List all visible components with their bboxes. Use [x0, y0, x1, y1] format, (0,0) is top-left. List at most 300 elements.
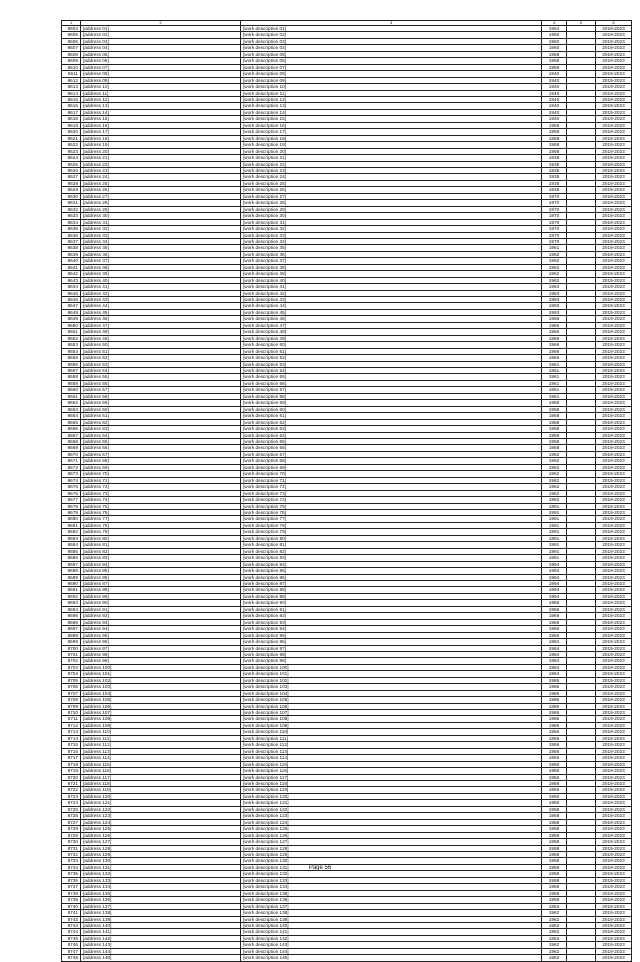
year-built-cell: 1966 [542, 335, 567, 341]
work-type-cell: [work description 27] [241, 193, 542, 199]
period-cell: 2019-2023 [596, 264, 632, 270]
period-cell: 2019-2023 [596, 135, 632, 141]
address-cell: [address 121] [81, 800, 241, 806]
address-cell: [address 32] [81, 226, 241, 232]
year-built-cell: 1961 [542, 368, 567, 374]
year-built-cell: 1958 [542, 871, 567, 877]
address-cell: [address 49] [81, 335, 241, 341]
row-number: 8660 [62, 387, 81, 393]
work-type-cell: [work description 41] [241, 284, 542, 290]
work-type-cell: [work description 85] [241, 568, 542, 574]
period-cell: 2019-2023 [596, 303, 632, 309]
year-built-cell: 1962 [542, 903, 567, 909]
work-type-cell: [work description 87] [241, 580, 542, 586]
row-number: 8686 [62, 555, 81, 561]
row-number: 8734 [62, 864, 81, 870]
year-built-cell: 1970 [542, 238, 567, 244]
period-cell: 2019-2023 [596, 735, 632, 741]
row-number: 8728 [62, 826, 81, 832]
row-number: 8611 [62, 71, 81, 77]
work-type-cell: [work description 70] [241, 471, 542, 477]
year-built-cell: 1940 [542, 71, 567, 77]
work-type-cell: [work description 58] [241, 393, 542, 399]
period-cell: 2019-2023 [596, 813, 632, 819]
row-number: 8724 [62, 800, 81, 806]
address-cell: [address 133] [81, 877, 241, 883]
period-cell: 2019-2023 [596, 122, 632, 128]
period-cell: 2019-2023 [596, 587, 632, 593]
row-number: 8619 [62, 122, 81, 128]
work-type-cell: [work description 128] [241, 845, 542, 851]
row-number: 8713 [62, 729, 81, 735]
year-built-cell: 1994 [542, 580, 567, 586]
work-type-cell: [work description 36] [241, 251, 542, 257]
row-number: 8738 [62, 890, 81, 896]
row-number: 8698 [62, 632, 81, 638]
period-cell: 2019-2023 [596, 297, 632, 303]
address-cell: [address 99] [81, 658, 241, 664]
year-built-cell: 1970 [542, 232, 567, 238]
year-built-cell: 1958 [542, 839, 567, 845]
address-cell: [address 63] [81, 426, 241, 432]
row-number: 8746 [62, 942, 81, 948]
year-built-cell: 1962 [542, 458, 567, 464]
row-number: 8699 [62, 639, 81, 645]
year-built-cell: 1940 [542, 103, 567, 109]
address-cell: [address 65] [81, 439, 241, 445]
row-number: 8659 [62, 380, 81, 386]
period-cell: 2019-2023 [596, 51, 632, 57]
period-cell: 2019-2023 [596, 206, 632, 212]
address-cell: [address 127] [81, 839, 241, 845]
period-cell: 2019-2023 [596, 426, 632, 432]
period-cell: 2019-2023 [596, 71, 632, 77]
work-type-cell: [work description 55] [241, 374, 542, 380]
period-cell: 2019-2023 [596, 251, 632, 257]
year-built-cell: 1961 [542, 380, 567, 386]
row-number: 8612 [62, 77, 81, 83]
address-cell: [address 131] [81, 864, 241, 870]
address-cell: [address 78] [81, 522, 241, 528]
year-built-cell: 1940 [542, 84, 567, 90]
period-cell: 2019-2023 [596, 374, 632, 380]
period-cell: 2019-2023 [596, 58, 632, 64]
row-number: 8642 [62, 271, 81, 277]
work-type-cell: [work description 132] [241, 871, 542, 877]
work-type-cell: [work description 60] [241, 406, 542, 412]
address-cell: [address 83] [81, 555, 241, 561]
period-cell: 2019-2023 [596, 935, 632, 941]
address-cell: [address 106] [81, 703, 241, 709]
row-number: 8701 [62, 651, 81, 657]
period-cell: 2019-2023 [596, 568, 632, 574]
row-number: 8696 [62, 619, 81, 625]
row-number: 8645 [62, 290, 81, 296]
period-cell: 2019-2023 [596, 116, 632, 122]
address-cell: [address 24] [81, 174, 241, 180]
row-number: 8695 [62, 613, 81, 619]
row-number: 8730 [62, 839, 81, 845]
period-cell: 2019-2023 [596, 613, 632, 619]
address-cell: [address 09] [81, 77, 241, 83]
work-type-cell: [work description 53] [241, 361, 542, 367]
year-built-cell: 1956 [542, 768, 567, 774]
address-cell: [address 05] [81, 51, 241, 57]
work-type-cell: [work description 103] [241, 684, 542, 690]
period-cell: 2019-2023 [596, 226, 632, 232]
row-number: 8720 [62, 774, 81, 780]
year-built-cell: 1956 [542, 781, 567, 787]
period-cell: 2019-2023 [596, 761, 632, 767]
year-built-cell: 1991 [542, 503, 567, 509]
row-number: 8609 [62, 58, 81, 64]
row-number: 8721 [62, 781, 81, 787]
year-built-cell: 1958 [542, 445, 567, 451]
address-cell: [address 28] [81, 200, 241, 206]
year-built-cell: 1935 [542, 174, 567, 180]
period-cell: 2019-2023 [596, 187, 632, 193]
row-number: 8626 [62, 167, 81, 173]
address-cell: [address 31] [81, 219, 241, 225]
period-cell: 2019-2023 [596, 109, 632, 115]
row-number: 8729 [62, 832, 81, 838]
period-cell: 2019-2023 [596, 439, 632, 445]
work-type-cell: [work description 01] [241, 26, 542, 32]
year-built-cell: 1993 [542, 284, 567, 290]
row-number: 8664 [62, 413, 81, 419]
address-cell: [address 15] [81, 116, 241, 122]
address-cell: [address 118] [81, 781, 241, 787]
work-type-cell: [work description 108] [241, 716, 542, 722]
address-cell: [address 19] [81, 142, 241, 148]
work-type-cell: [work description 116] [241, 768, 542, 774]
period-cell: 2019-2023 [596, 129, 632, 135]
period-cell: 2019-2023 [596, 509, 632, 515]
address-cell: [address 10] [81, 84, 241, 90]
address-cell: [address 70] [81, 471, 241, 477]
year-built-cell: 1986 [542, 684, 567, 690]
year-built-cell: 1940 [542, 77, 567, 83]
year-built-cell: 1966 [542, 613, 567, 619]
address-cell: [address 134] [81, 884, 241, 890]
period-cell: 2019-2023 [596, 77, 632, 83]
work-type-cell: [work description 20] [241, 148, 542, 154]
row-number: 8666 [62, 426, 81, 432]
year-built-cell: 1962 [542, 922, 567, 928]
period-cell: 2019-2023 [596, 335, 632, 341]
period-cell: 2019-2023 [596, 167, 632, 173]
row-number: 8702 [62, 658, 81, 664]
address-cell: [address 07] [81, 64, 241, 70]
work-type-cell: [work description 48] [241, 329, 542, 335]
address-cell: [address 115] [81, 761, 241, 767]
period-cell: 2019-2023 [596, 793, 632, 799]
row-number: 8747 [62, 948, 81, 954]
work-type-cell: [work description 73] [241, 490, 542, 496]
row-number: 8742 [62, 916, 81, 922]
work-type-cell: [work description 39] [241, 271, 542, 277]
work-type-cell: [work description 139] [241, 916, 542, 922]
year-built-cell: 1961 [542, 374, 567, 380]
period-cell: 2019-2023 [596, 864, 632, 870]
year-built-cell: 1966 [542, 626, 567, 632]
row-number: 8727 [62, 819, 81, 825]
work-type-cell: [work description 121] [241, 800, 542, 806]
row-number: 8736 [62, 877, 81, 883]
row-number: 8675 [62, 484, 81, 490]
period-cell: 2019-2023 [596, 316, 632, 322]
period-cell: 2019-2023 [596, 574, 632, 580]
address-cell: [address 75] [81, 503, 241, 509]
address-cell: [address 02] [81, 32, 241, 38]
row-number: 8651 [62, 329, 81, 335]
row-number: 8621 [62, 135, 81, 141]
row-number: 8618 [62, 116, 81, 122]
year-built-cell: 1993 [542, 309, 567, 315]
work-type-cell: [work description 135] [241, 890, 542, 896]
period-cell: 2019-2023 [596, 290, 632, 296]
address-cell: [address 135] [81, 890, 241, 896]
year-built-cell: 1958 [542, 890, 567, 896]
work-type-cell: [work description 90] [241, 600, 542, 606]
address-cell: [address 87] [81, 580, 241, 586]
row-number: 8717 [62, 755, 81, 761]
year-built-cell: 1962 [542, 916, 567, 922]
row-number: 8628 [62, 180, 81, 186]
address-cell: [address 107] [81, 710, 241, 716]
period-cell: 2019-2023 [596, 161, 632, 167]
year-built-cell: 1958 [542, 129, 567, 135]
year-built-cell: 1962 [542, 271, 567, 277]
row-number: 8726 [62, 813, 81, 819]
address-cell: [address 142] [81, 935, 241, 941]
year-built-cell: 1966 [542, 606, 567, 612]
row-number: 8620 [62, 129, 81, 135]
work-type-cell: [work description 102] [241, 677, 542, 683]
page-footer: Page 56 [308, 865, 332, 871]
year-built-cell: 1958 [542, 406, 567, 412]
period-cell: 2019-2023 [596, 561, 632, 567]
year-built-cell: 1984 [542, 658, 567, 664]
period-cell: 2019-2023 [596, 32, 632, 38]
period-cell: 2019-2023 [596, 497, 632, 503]
work-type-cell: [work description 125] [241, 826, 542, 832]
period-cell: 2019-2023 [596, 903, 632, 909]
work-type-cell: [work description 14] [241, 109, 542, 115]
period-cell: 2019-2023 [596, 942, 632, 948]
period-cell: 2019-2023 [596, 839, 632, 845]
year-built-cell: 1970 [542, 200, 567, 206]
year-built-cell: 1986 [542, 710, 567, 716]
period-cell: 2019-2023 [596, 729, 632, 735]
year-built-cell: 1966 [542, 600, 567, 606]
row-number: 8667 [62, 432, 81, 438]
period-cell: 2019-2023 [596, 703, 632, 709]
work-type-cell: [work description 106] [241, 703, 542, 709]
work-type-cell: [work description 22] [241, 161, 542, 167]
row-number: 8656 [62, 361, 81, 367]
address-cell: [address 36] [81, 251, 241, 257]
work-type-cell: [work description 96] [241, 639, 542, 645]
period-cell: 2019-2023 [596, 329, 632, 335]
period-cell: 2019-2023 [596, 845, 632, 851]
work-type-cell: [work description 110] [241, 729, 542, 735]
period-cell: 2019-2023 [596, 548, 632, 554]
address-cell: [address 136] [81, 897, 241, 903]
period-cell: 2019-2023 [596, 555, 632, 561]
row-number: 8653 [62, 342, 81, 348]
row-number: 8604 [62, 26, 81, 32]
year-built-cell: 1962 [542, 484, 567, 490]
period-cell: 2019-2023 [596, 458, 632, 464]
row-number: 8735 [62, 871, 81, 877]
year-built-cell: 1962 [542, 955, 567, 961]
address-cell: [address 102] [81, 677, 241, 683]
work-type-cell: [work description 37] [241, 258, 542, 264]
year-built-cell: 1956 [542, 761, 567, 767]
address-cell: [address 41] [81, 284, 241, 290]
period-cell: 2019-2023 [596, 787, 632, 793]
address-cell: [address 55] [81, 374, 241, 380]
work-type-cell: [work description 13] [241, 103, 542, 109]
year-built-cell: 1962 [542, 471, 567, 477]
period-cell: 2019-2023 [596, 213, 632, 219]
address-cell: [address 25] [81, 180, 241, 186]
row-number: 8739 [62, 897, 81, 903]
work-type-cell: [work description 127] [241, 839, 542, 845]
address-cell: [address 101] [81, 671, 241, 677]
work-type-cell: [work description 24] [241, 174, 542, 180]
period-cell: 2019-2023 [596, 955, 632, 961]
work-type-cell: [work description 31] [241, 219, 542, 225]
row-number: 8671 [62, 458, 81, 464]
work-type-cell: [work description 81] [241, 542, 542, 548]
year-built-cell: 1994 [542, 568, 567, 574]
address-cell: [address 97] [81, 645, 241, 651]
year-built-cell: 1991 [542, 535, 567, 541]
address-cell: [address 95] [81, 632, 241, 638]
address-cell: [address 86] [81, 574, 241, 580]
row-number: 8705 [62, 677, 81, 683]
address-cell: [address 117] [81, 774, 241, 780]
work-type-cell: [work description 123] [241, 813, 542, 819]
address-cell: [address 60] [81, 406, 241, 412]
row-number: 8703 [62, 664, 81, 670]
period-cell: 2019-2023 [596, 180, 632, 186]
row-number: 8745 [62, 935, 81, 941]
address-cell: [address 12] [81, 96, 241, 102]
address-cell: [address 29] [81, 206, 241, 212]
address-cell: [address 109] [81, 722, 241, 728]
period-cell: 2019-2023 [596, 535, 632, 541]
work-type-cell: [work description 101] [241, 671, 542, 677]
column-number-header: 6 [596, 21, 632, 26]
period-cell: 2019-2023 [596, 781, 632, 787]
address-cell: [address 143] [81, 942, 241, 948]
row-number: 8635 [62, 226, 81, 232]
address-cell: [address 68] [81, 458, 241, 464]
address-cell: [address 33] [81, 232, 241, 238]
address-cell: [address 126] [81, 832, 241, 838]
period-cell: 2019-2023 [596, 832, 632, 838]
address-cell: [address 46] [81, 316, 241, 322]
work-type-cell: [work description 138] [241, 910, 542, 916]
address-cell: [address 104] [81, 690, 241, 696]
period-cell: 2019-2023 [596, 916, 632, 922]
period-cell: 2019-2023 [596, 232, 632, 238]
year-built-cell: 1966 [542, 632, 567, 638]
work-type-cell: [work description 21] [241, 155, 542, 161]
work-type-cell: [work description 28] [241, 200, 542, 206]
row-number: 8697 [62, 626, 81, 632]
period-cell: 2019-2023 [596, 852, 632, 858]
period-cell: 2019-2023 [596, 219, 632, 225]
work-type-cell: [work description 118] [241, 781, 542, 787]
period-cell: 2019-2023 [596, 155, 632, 161]
work-type-cell: [work description 100] [241, 664, 542, 670]
work-type-cell: [work description 49] [241, 335, 542, 341]
work-type-cell: [work description 145] [241, 955, 542, 961]
work-type-cell: [work description 115] [241, 761, 542, 767]
row-number: 8677 [62, 497, 81, 503]
period-cell: 2019-2023 [596, 800, 632, 806]
row-number: 8673 [62, 471, 81, 477]
address-cell: [address 128] [81, 845, 241, 851]
address-cell: [address 52] [81, 355, 241, 361]
address-cell: [address 37] [81, 258, 241, 264]
address-cell: [address 119] [81, 787, 241, 793]
column-number-header: 5 [567, 21, 596, 26]
row-number: 8687 [62, 561, 81, 567]
period-cell: 2019-2023 [596, 690, 632, 696]
row-number: 8633 [62, 213, 81, 219]
address-cell: [address 72] [81, 484, 241, 490]
address-cell: [address 100] [81, 664, 241, 670]
year-built-cell: 1966 [542, 342, 567, 348]
row-number: 8723 [62, 793, 81, 799]
year-built-cell: 1958 [542, 813, 567, 819]
row-number: 8647 [62, 303, 81, 309]
period-cell: 2019-2023 [596, 542, 632, 548]
work-type-cell: [work description 63] [241, 426, 542, 432]
row-number: 8617 [62, 109, 81, 115]
year-built-cell: 1962 [542, 264, 567, 270]
work-type-cell: [work description 32] [241, 226, 542, 232]
period-cell: 2019-2023 [596, 671, 632, 677]
address-cell: [address 96] [81, 639, 241, 645]
address-cell: [address 14] [81, 109, 241, 115]
work-type-cell: [work description 75] [241, 503, 542, 509]
year-built-cell: 1956 [542, 787, 567, 793]
address-cell: [address 141] [81, 929, 241, 935]
period-cell: 2019-2023 [596, 471, 632, 477]
row-number: 8676 [62, 490, 81, 496]
address-cell: [address 59] [81, 400, 241, 406]
work-type-cell: [work description 133] [241, 877, 542, 883]
period-cell: 2019-2023 [596, 948, 632, 954]
work-type-cell: [work description 79] [241, 529, 542, 535]
year-built-cell: 1962 [542, 935, 567, 941]
row-number: 8669 [62, 445, 81, 451]
year-built-cell: 1956 [542, 774, 567, 780]
work-type-cell: [work description 88] [241, 587, 542, 593]
period-cell: 2019-2023 [596, 26, 632, 32]
address-cell: [address 06] [81, 58, 241, 64]
address-cell: [address 114] [81, 755, 241, 761]
address-cell: [address 76] [81, 509, 241, 515]
period-cell: 2019-2023 [596, 245, 632, 251]
period-cell: 2019-2023 [596, 348, 632, 354]
